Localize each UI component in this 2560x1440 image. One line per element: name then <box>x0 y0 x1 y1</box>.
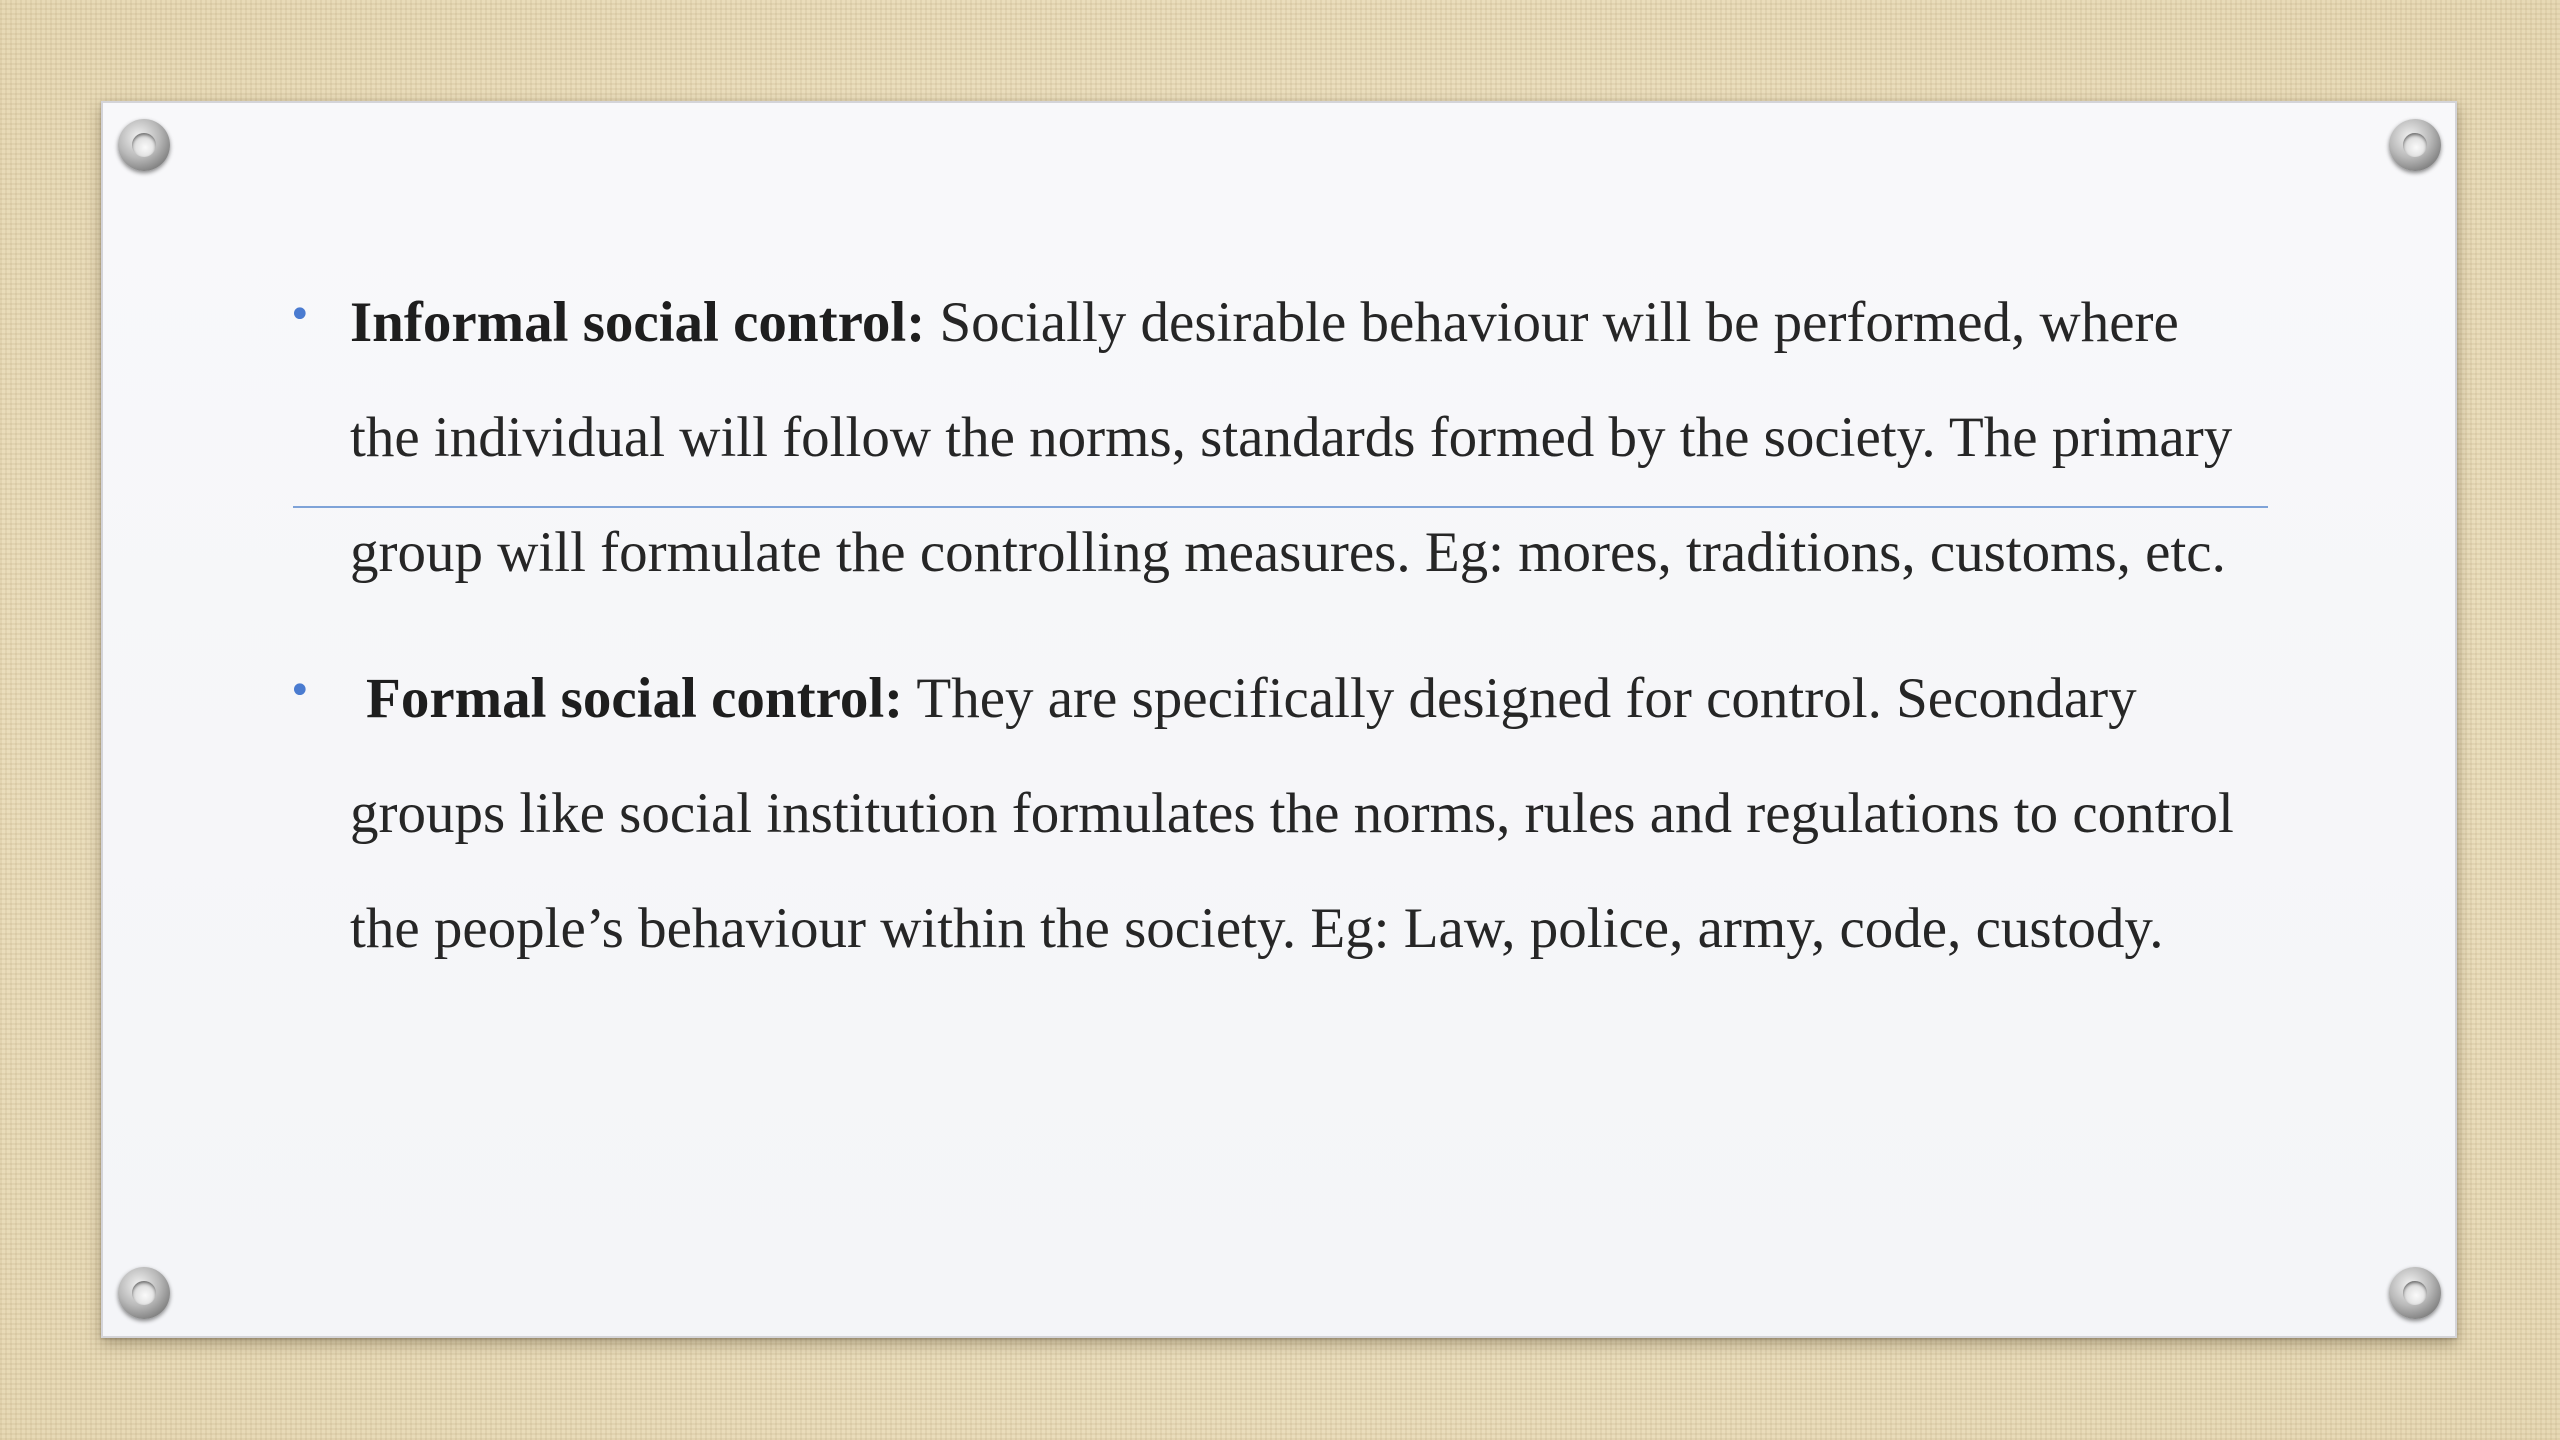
bullet-term: Informal social control: <box>350 291 926 354</box>
bullet-item-formal-control <box>288 641 2250 986</box>
grommet-icon-top-left <box>118 119 170 171</box>
bullet-item-informal-control <box>288 265 2250 610</box>
grommet-icon-top-right <box>2389 119 2441 171</box>
bullet-list <box>288 265 2250 986</box>
bullet-icon: • <box>288 668 312 714</box>
bullet-text: They are specifically designed for control. Secondary groups like social institution formulates the norms, rules and regulations to control the people’s behaviour within the society. Eg: Law, police, army, code, custody. <box>350 667 2234 960</box>
bullet-text: Socially desirable behaviour will be performed, where the individual will follow the norms, standards formed by the society. The primary group will formulate the controlling measures. Eg: mores, traditions, customs, etc. <box>350 291 2233 584</box>
bullet-term: Formal social control: <box>366 667 904 730</box>
grommet-icon-bottom-left <box>118 1267 170 1319</box>
grommet-icon-bottom-right <box>2389 1267 2441 1319</box>
bullet-icon: • <box>288 292 312 338</box>
